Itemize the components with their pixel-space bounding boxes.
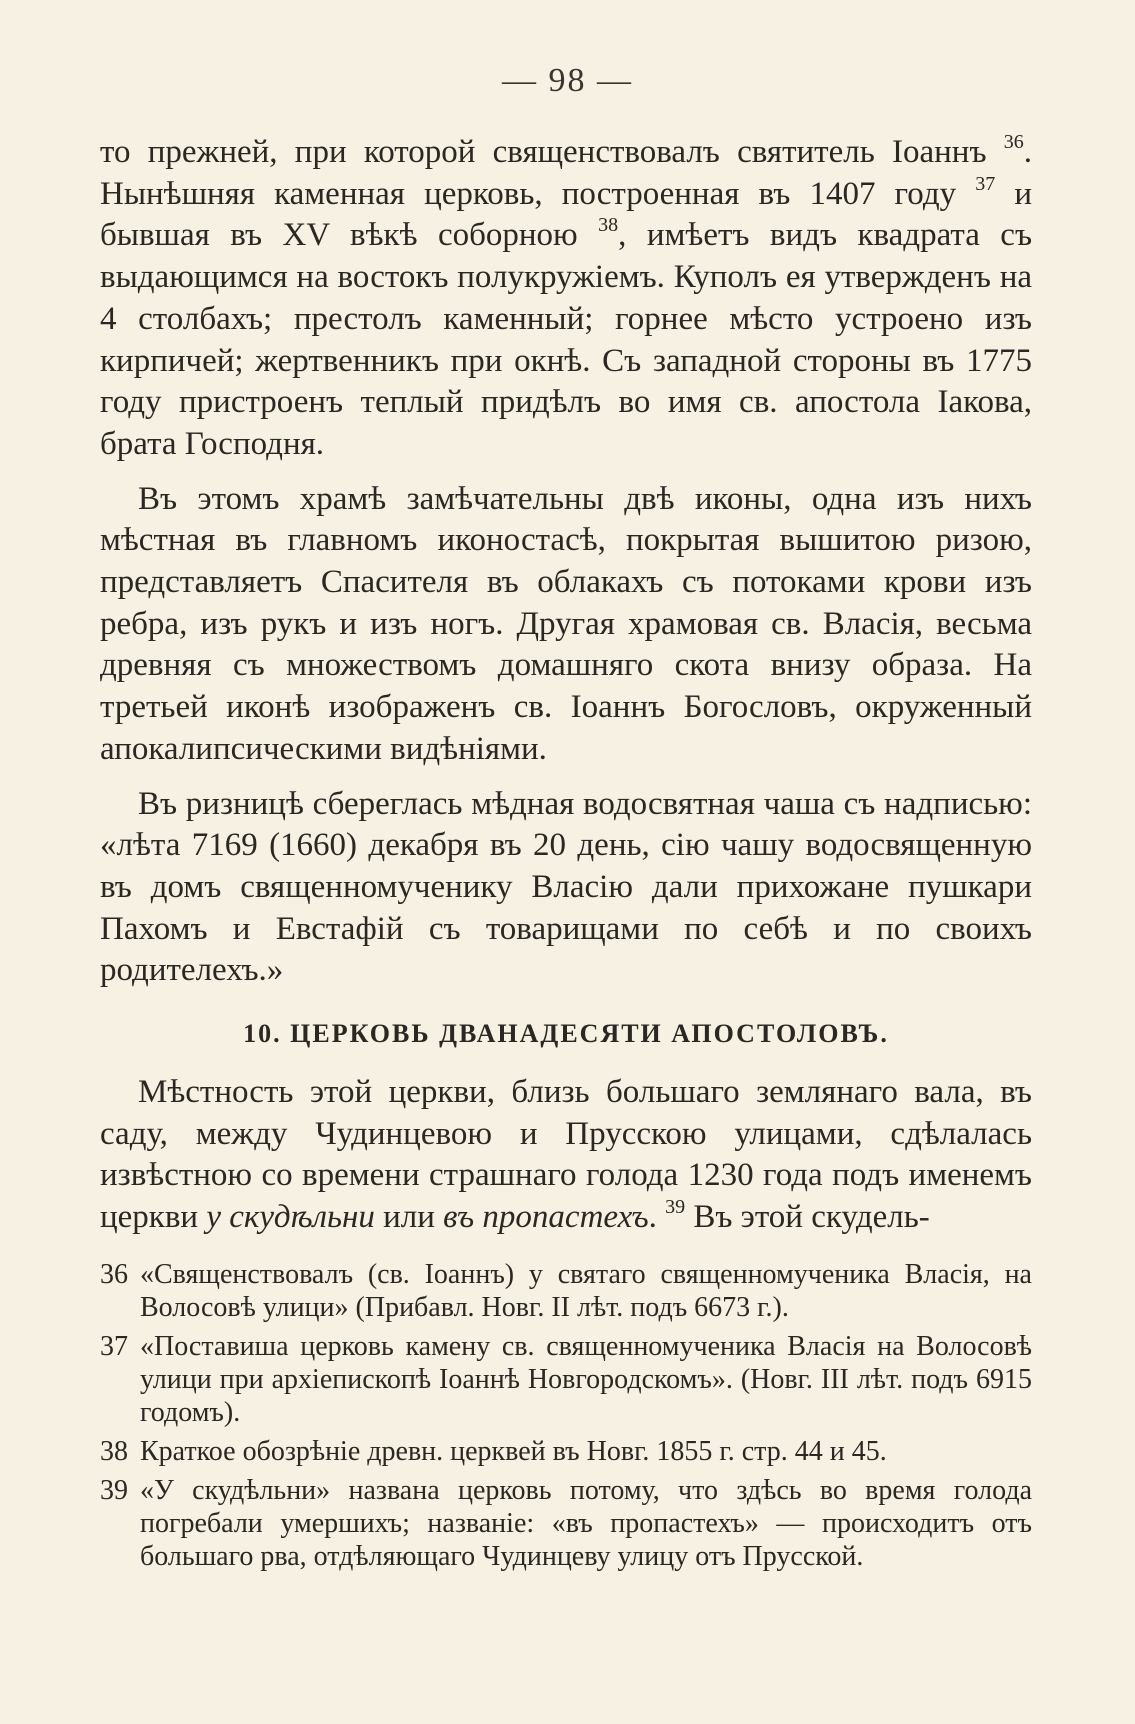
footnote-text: «У скудѣльни» названа церковь потому, что здѣсь во время голода погребали умершихъ; названіе: «въ пропастехъ» — происходитъ отъ большаго рва, отдѣляющаго Чудинцеву улицу отъ Прусской. (140, 1475, 1032, 1572)
paragraph-1-text-c: и бывшая въ XV вѣкѣ соборною (100, 175, 1032, 254)
section-heading: 10. ЦЕРКОВЬ ДВАНАДЕСЯТИ АПОСТОЛОВЪ. (243, 1019, 889, 1049)
paragraph-4-text-b: или (374, 1199, 444, 1236)
paragraph-4-text-a: Мѣстность этой церкви, близь большаго землянаго вала, въ саду, между Чудинцевою и Прусскою улицами, сдѣлалась извѣстною со времени страшнаго голода 1230 года подъ именемъ церкви (100, 1074, 1032, 1236)
paragraph-2: Въ этомъ храмѣ замѣчательны двѣ иконы, одна изъ нихъ мѣстная въ главномъ иконостасѣ, покрытая вышитою ризою, представляетъ Спасителя въ облакахъ съ потоками крови изъ ребра, изъ рукъ и изъ ногъ. Другая храмовая св. Власія, весьма древняя съ множествомъ домашняго скота внизу образа. На третьей иконѣ изображенъ св. Іоаннъ Богословъ, окруженный апокалипсическими видѣніями. (100, 480, 1032, 767)
footnote-number: 39 (100, 1475, 128, 1506)
page-number: — 98 — (502, 62, 633, 99)
italic-term-2: въ пропастехъ (443, 1199, 649, 1236)
footnote-text: «Священствовалъ (св. Іоаннъ) у святаго священномученика Власія, на Волосовѣ улици» (Прибавл. Новг. II лѣт. подъ 6673 г.). (140, 1259, 1032, 1323)
paragraph-3: Въ ризницѣ сбереглась мѣдная водосвятная чаша съ надписью: «лѣта 7169 (1660) декабря въ 20 день, сію чашу водосвященную въ домъ священномученику Власію дали прихожане пушкари Пахомъ и Евстафій съ товарищами по себѣ и по своихъ родителехъ.» (100, 785, 1032, 989)
main-text (100, 132, 1032, 1239)
paragraph-1-text-b: . Нынѣшняя каменная церковь, построенная въ 1407 году (100, 134, 1032, 212)
footnote-number: 37 (100, 1331, 128, 1362)
italic-term-1: у скудѣльни (206, 1199, 375, 1236)
paragraph-4-text-d: Въ этой скудель- (685, 1199, 930, 1236)
footnote-ref-39: 39 (665, 1196, 686, 1219)
paragraph-1 (100, 132, 1032, 466)
footnotes (100, 1258, 1032, 1579)
paragraph-1-text-d: , имѣетъ видъ квадрата съ выдающимся на востокъ полукружіемъ. Куполъ ея утвержденъ на 4 столбахъ; престолъ каменный; горнее мѣсто устроено изъ кирпичей; жертвенникъ при окнѣ. Съ западной стороны въ 1775 году пристроенъ теплый придѣлъ во имя св. апостола Іакова, брата Господня. (100, 217, 1033, 462)
footnote-text: «Поставиша церковь камену св. священномученика Власія на Волосовѣ улици при архіепископѣ Іоаннѣ Новгородскомъ». (Новг. III лѣт. подъ 6915 годомъ). (140, 1331, 1032, 1428)
footnote-number: 38 (100, 1436, 128, 1467)
footnote-37 (100, 1330, 1032, 1429)
footnote-39 (100, 1474, 1032, 1573)
footnote-ref-36: 36 (1003, 131, 1024, 153)
footnote-text: Краткое обозрѣніе древн. церквей въ Новг. 1855 г. стр. 44 и 45. (140, 1436, 887, 1467)
paragraph-1-text-a: то прежней, при которой священствовалъ святитель Іоаннъ (100, 134, 1004, 170)
footnote-38 (100, 1435, 1032, 1468)
footnote-36 (100, 1258, 1032, 1324)
paragraph-4 (100, 1072, 1032, 1239)
paragraph-4-text-c: . (648, 1199, 666, 1236)
footnote-number: 36 (100, 1259, 128, 1290)
footnote-ref-37: 37 (975, 172, 996, 195)
footnote-ref-38: 38 (598, 214, 619, 237)
